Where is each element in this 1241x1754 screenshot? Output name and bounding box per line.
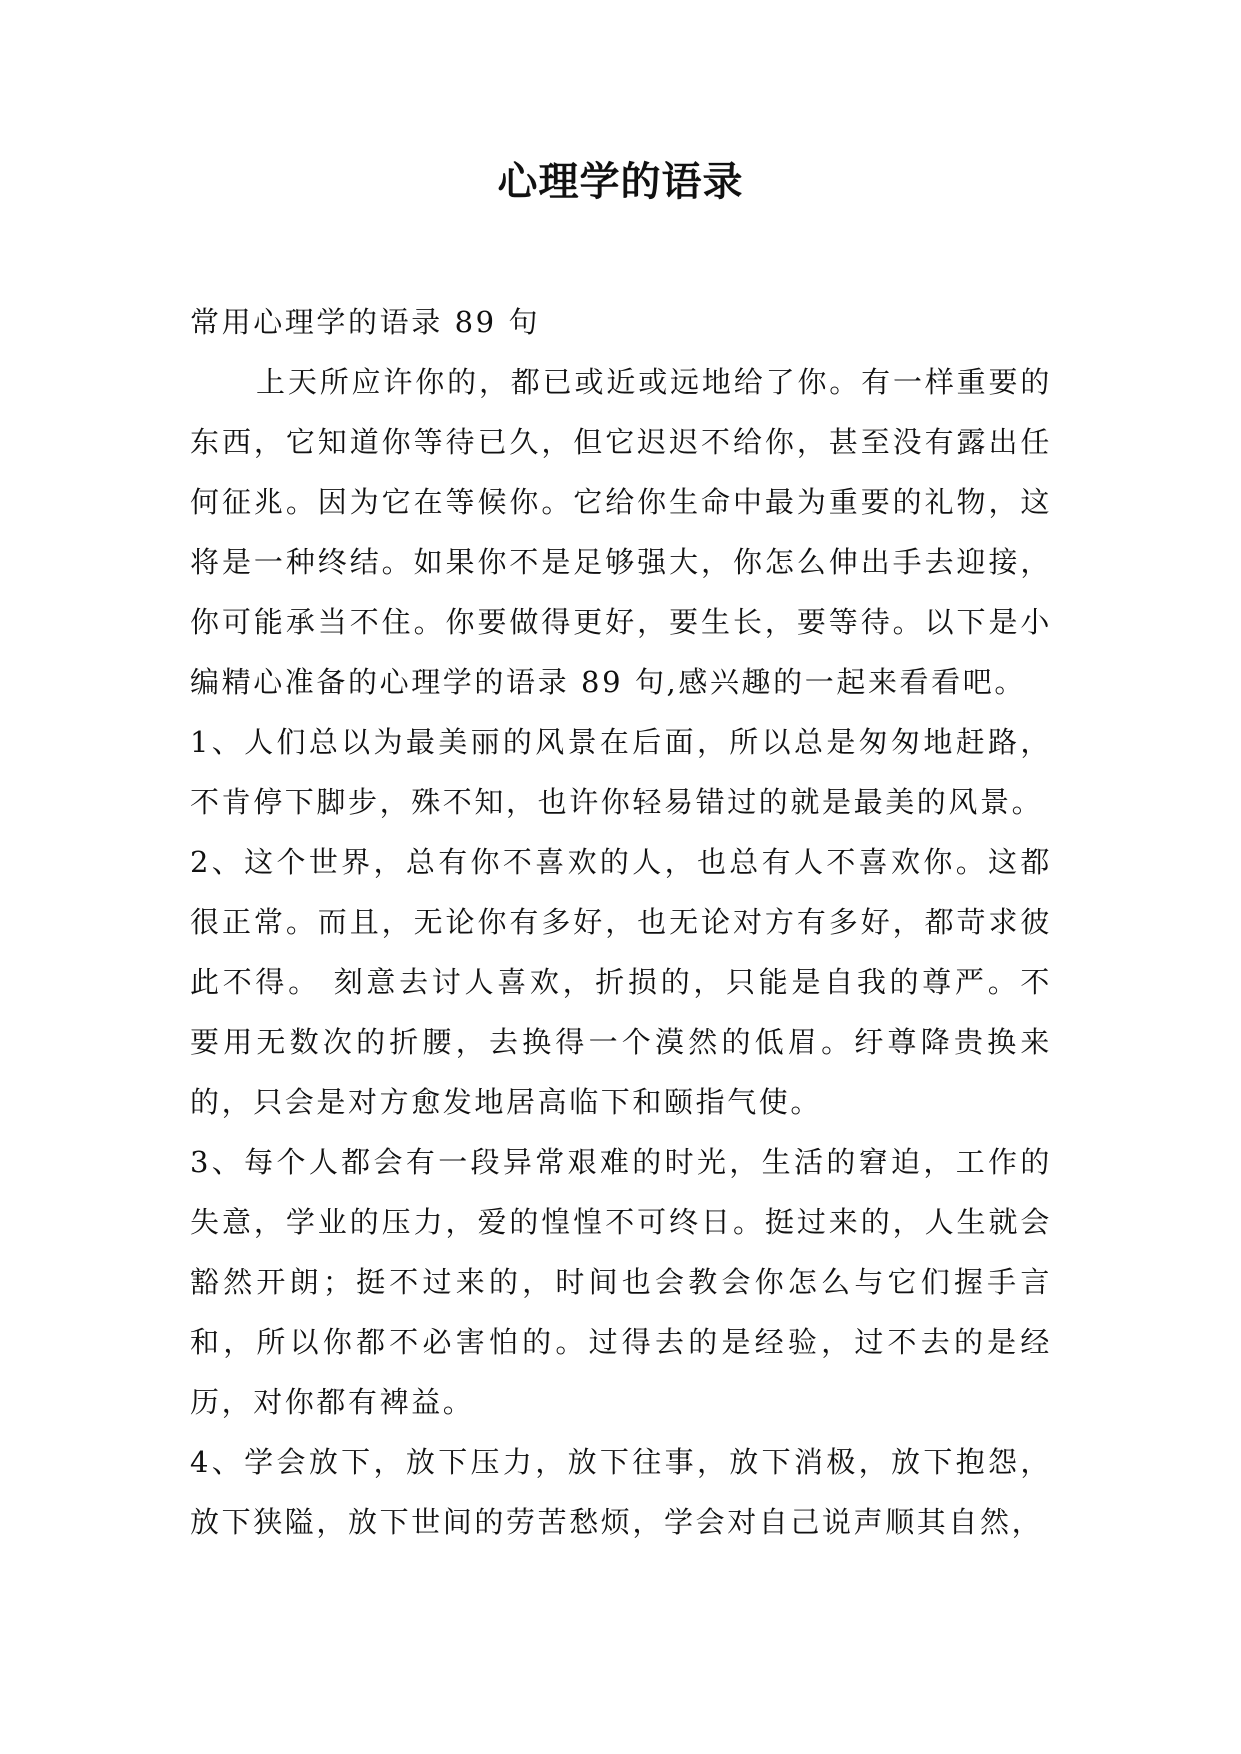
quote-item-3: 3、每个人都会有一段异常艰难的时光，生活的窘迫，工作的失意，学业的压力，爱的惶惶不可终日。挺过来的，人生就会豁然开朗；挺不过来的，时间也会教会你怎么与它们握手言和，所以你都不必害怕的。过得去的是经验，过不去的是经历，对你都有裨益。 [190, 1145, 1052, 1419]
document-body [190, 292, 1052, 1552]
document-title: 心理学的语录 [497, 159, 744, 205]
quote-item-2: 2、这个世界，总有你不喜欢的人，也总有人不喜欢你。这都很正常。而且，无论你有多好，也无论对方有多好，都苛求彼此不得。 刻意去讨人喜欢，折损的，只能是自我的尊严。不要用无数次的折腰，去换得一个漠然的低眉。纡尊降贵换来的，只会是对方愈发地居高临下和颐指气使。 [190, 845, 1052, 1119]
document-subtitle: 常用心理学的语录 89 句 [190, 305, 541, 339]
quote-item-4: 4、学会放下，放下压力，放下往事，放下消极，放下抱怨，放下狭隘，放下世间的劳苦愁烦，学会对自己说声顺其自然， [190, 1445, 1052, 1539]
intro-paragraph: 上天所应许你的，都已或近或远地给了你。有一样重要的东西，它知道你等待已久，但它迟迟不给你，甚至没有露出任何征兆。因为它在等候你。它给你生命中最为重要的礼物，这将是一种终结。如果你不是足够强大，你怎么伸出手去迎接，你可能承当不住。你要做得更好，要生长，要等待。以下是小编精心准备的心理学的语录 89 句,感兴趣的一起来看看吧。 [190, 365, 1052, 699]
quote-item-1: 1、人们总以为最美丽的风景在后面，所以总是匆匆地赶路，不肯停下脚步，殊不知，也许你轻易错过的就是最美的风景。 [190, 725, 1052, 819]
